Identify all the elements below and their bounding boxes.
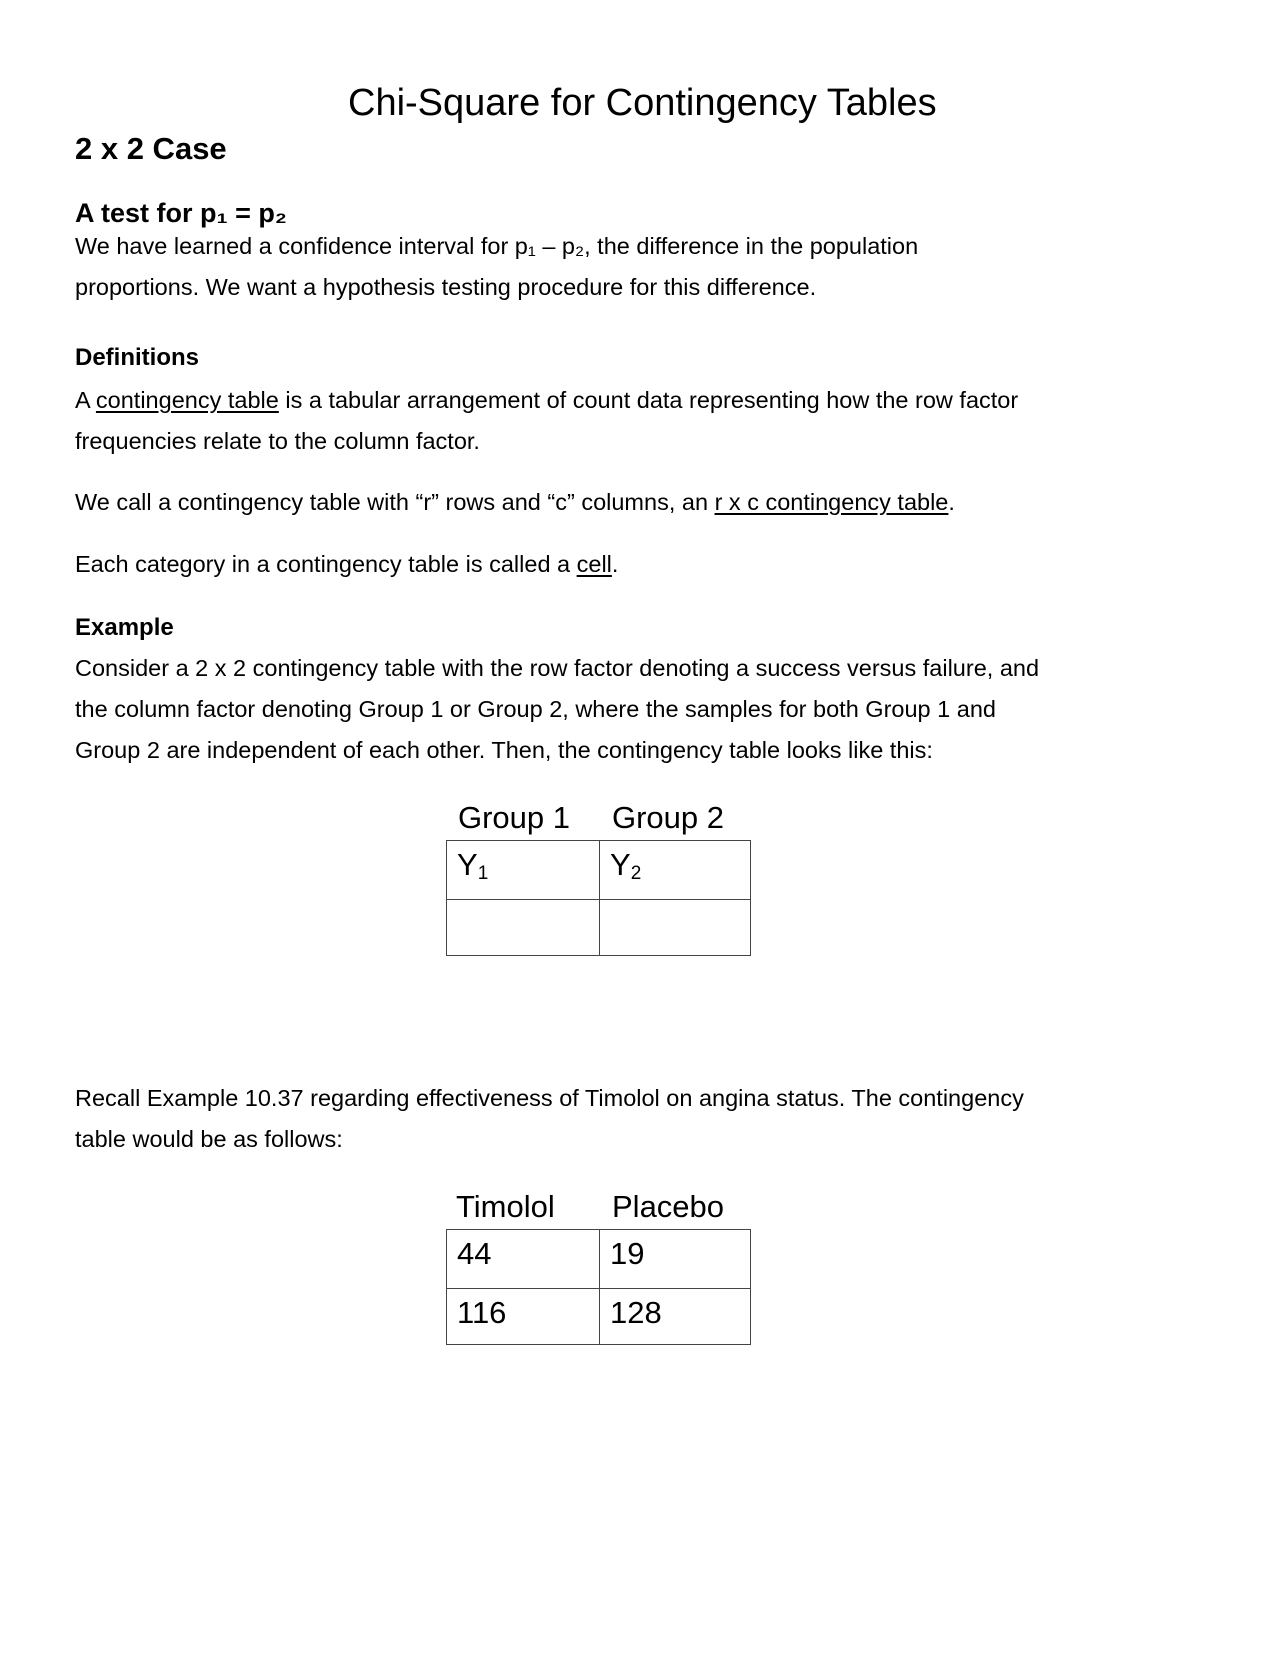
- intro-paragraph: [75, 226, 1195, 308]
- cell-not-angina-free-placebo: 128: [599, 1288, 751, 1345]
- term-contingency-table: contingency table: [95, 387, 279, 413]
- term-rxc-contingency-table: r x c contingency table: [714, 489, 949, 515]
- document-title: Chi-Square for Contingency Tables: [348, 82, 937, 124]
- example-heading: Example: [75, 614, 174, 641]
- intro-line-2: proportions. We want a hypothesis testing procedure for this difference.: [75, 274, 817, 300]
- definition-1-line-1: [75, 380, 1195, 421]
- cell-success-group-2: $Y_2$: [599, 840, 751, 900]
- column-header-group-2: Group 2: [612, 800, 725, 835]
- cell-failure-group-2: [599, 899, 751, 956]
- column-header-group-1: Group 1: [458, 800, 571, 835]
- cell-angina-free-timolol: 44: [446, 1229, 600, 1289]
- recall-paragraph: [75, 1078, 1195, 1160]
- term-cell: cell: [576, 551, 612, 577]
- recall-line-2: table would be as follows:: [75, 1126, 343, 1152]
- definition-1-pre: A: [75, 387, 96, 413]
- definition-3-pre: Each category in a contingency table is called a: [75, 551, 577, 577]
- definition-cell: [75, 544, 1195, 585]
- cell-failure-group-1: [446, 899, 600, 956]
- definition-2-post: .: [948, 489, 955, 515]
- example-line-1: Consider a 2 x 2 contingency table with the row factor denoting a success versus failure, and: [75, 655, 1040, 681]
- definition-contingency-table: [75, 380, 1195, 462]
- cell-not-angina-free-timolol: 116: [446, 1288, 600, 1345]
- recall-line-1: Recall Example 10.37 regarding effectiveness of Timolol on angina status. The contingency: [75, 1085, 1024, 1111]
- column-header-placebo: Placebo: [612, 1189, 725, 1224]
- test-heading: A test for p₁ = p₂: [75, 198, 287, 228]
- section-heading-2x2-case: 2 x 2 Case: [75, 131, 227, 166]
- definition-3-post: .: [611, 551, 619, 577]
- intro-line-1: We have learned a confidence interval for p₁ – p₂, the difference in the population: [75, 233, 919, 259]
- definition-rxc-table: [75, 482, 1195, 523]
- column-header-timolol: Timolol: [456, 1189, 555, 1224]
- example-line-2: the column factor denoting Group 1 or Group 2, where the samples for both Group 1 and: [75, 696, 996, 722]
- example-paragraph: [75, 648, 1195, 771]
- cell-success-group-1: $Y_1$: [446, 840, 600, 900]
- definition-1-post: is a tabular arrangement of count data representing how the row factor: [278, 387, 1019, 413]
- definition-1-line-2: frequencies relate to the column factor.: [75, 428, 480, 454]
- cell-angina-free-placebo: 19: [599, 1229, 751, 1289]
- example-line-3: Group 2 are independent of each other. Then, the contingency table looks like this:: [75, 737, 933, 763]
- definition-2-pre: We call a contingency table with “r” rows and “c” columns, an: [75, 489, 715, 515]
- definitions-heading: Definitions: [75, 344, 199, 371]
